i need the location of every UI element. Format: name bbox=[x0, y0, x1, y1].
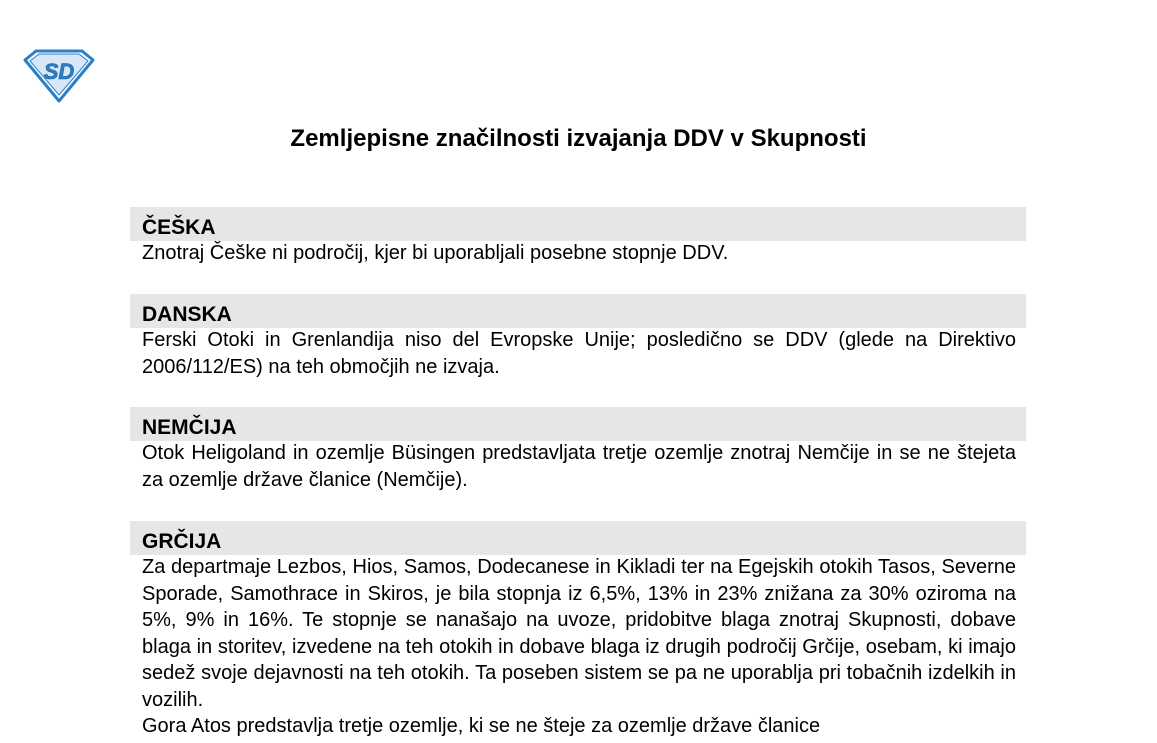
section-germany bbox=[130, 407, 1026, 493]
paragraph: Otok Heligoland in ozemlje Büsingen predstavljata tretje ozemlje znotraj Nemčije in se ne štejeta za ozemlje države članice (Nemčije). bbox=[142, 442, 1016, 491]
sd-shield-logo-icon bbox=[22, 48, 96, 104]
document-title: Zemljepisne značilnosti izvajanja DDV v Skupnosti bbox=[290, 125, 867, 152]
section-body bbox=[130, 240, 1026, 267]
section-heading: NEMČIJA bbox=[130, 407, 1026, 441]
section-czech bbox=[130, 207, 1026, 267]
paragraph: Ferski Otoki in Grenlandija niso del Evropske Unije; posledično se DDV (glede na Direktivo 2006/112/ES) na teh območjih ne izvaja. bbox=[142, 329, 1016, 378]
section-body bbox=[130, 327, 1026, 380]
section-heading: DANSKA bbox=[130, 294, 1026, 328]
section-body bbox=[130, 554, 1026, 740]
section-denmark bbox=[130, 294, 1026, 380]
svg-text:SD: SD bbox=[43, 59, 75, 84]
section-heading: GRČIJA bbox=[130, 521, 1026, 555]
section-greece bbox=[130, 521, 1026, 740]
paragraph: Gora Atos predstavlja tretje ozemlje, ki se ne šteje za ozemlje države članice bbox=[142, 715, 821, 737]
paragraph: Znotraj Češke ni področij, kjer bi uporabljali posebne stopnje DDV. bbox=[142, 242, 729, 264]
paragraph: Za departmaje Lezbos, Hios, Samos, Dodecanese in Kikladi ter na Egejskih otokih Tasos, Severne Sporade, Samothrace in Skiros, je bila stopnja iz 6,5%, 13% in 23% znižana za 30% oziroma na 5%, 9% in 16%. Te stopnje se nanašajo na uvoze, pridobitve blaga znotraj Skupnosti, dobave blaga in storitev, izvedene na teh otokih in dobave blaga iz drugih področij Grčije, osebam, ki imajo sedež svoje dejavnosti na teh otokih. Ta poseben sistem se pa ne uporablja pri tobačnih izdelkih in vozilih. bbox=[142, 556, 1016, 711]
section-body bbox=[130, 440, 1026, 493]
section-heading: ČEŠKA bbox=[130, 207, 1026, 241]
